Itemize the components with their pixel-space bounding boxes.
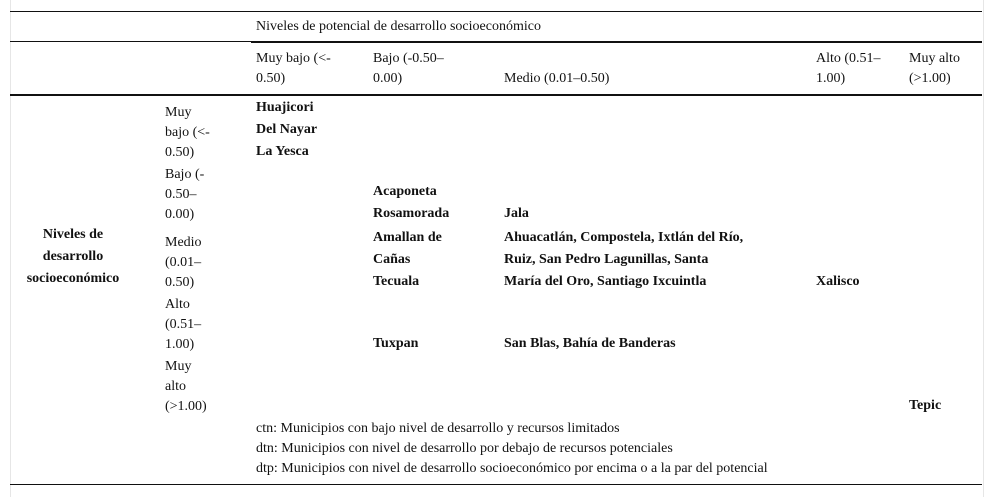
col-header-muy-bajo-2: 0.50) [256,71,286,86]
cell-rosamorada: Rosamorada [373,206,450,221]
header-top: Niveles de potencial de desarrollo socioeconómico [256,19,541,34]
row-label-alto-1: Alto [165,297,190,312]
row-label-muy-bajo-3: 0.50) [165,145,195,160]
row-label-medio-3: 0.50) [165,275,195,290]
cell-huajicori: Huajicori [256,100,314,115]
header-rule [10,41,982,42]
row-label-alto-2: (0.51– [165,317,202,332]
col-header-bajo-2: 0.00) [373,71,403,86]
cell-xalisco: Xalisco [816,274,860,289]
col-header-medio: Medio (0.01–0.50) [504,71,610,86]
col-header-muy-bajo-1: Muy bajo (<- [256,51,331,66]
row-label-muy-alto-3: (>1.00) [165,399,207,414]
row-group-label-3: socioeconómico [26,271,120,286]
row-label-muy-bajo-1: Muy [165,105,192,120]
row-label-medio-1: Medio [165,235,202,250]
row-label-muy-alto-2: alto [165,379,186,394]
row-label-bajo-2: 0.50– [165,187,197,202]
cell-tecuala: Tecuala [373,274,420,289]
row-label-muy-bajo-2: bajo (<- [165,125,210,140]
row-label-bajo-3: 0.00) [165,207,195,222]
cell-acaponeta: Acaponeta [373,184,437,199]
col-header-bajo-1: Bajo (-0.50– [373,51,444,66]
row-label-muy-alto-1: Muy [165,359,192,374]
cell-del-nayar: Del Nayar [256,122,318,137]
header-bottom-rule [10,94,982,96]
col-header-muy-alto-2: (>1.00) [909,71,951,86]
row-group-label-2: desarrollo [42,249,104,264]
table-bottom-rule [10,484,982,485]
cell-tuxpan: Tuxpan [373,336,419,351]
cell-tepic: Tepic [909,398,942,413]
table-top-rule [10,11,982,12]
row-group-label-1: Niveles de [42,227,104,242]
cell-medio-list-2: Ruiz, San Pedro Lagunillas, Santa [504,252,709,267]
col-header-alto-1: Alto (0.51– [816,51,881,66]
row-label-bajo-1: Bajo (- [165,167,205,182]
note-dtp: dtp: Municipios con nivel de desarrollo socioeconómico por encima o a la par del potencial [256,461,768,476]
note-dtn: dtn: Municipios con nivel de desarrollo por debajo de recursos potenciales [256,441,673,456]
row-label-alto-3: 1.00) [165,337,195,352]
note-ctn: ctn: Municipios con bajo nivel de desarrollo y recursos limitados [256,421,620,436]
row-label-medio-2: (0.01– [165,255,202,270]
cell-medio-list-3: María del Oro, Santiago Ixcuintla [504,274,707,289]
col-header-muy-alto-1: Muy alto [909,51,960,66]
cell-medio-list-1: Ahuacatlán, Compostela, Ixtlán del Río, [504,230,744,245]
cell-la-yesca: La Yesca [256,144,309,159]
col-header-alto-2: 1.00) [816,71,846,86]
cell-amallan-1: Amallan de [373,230,442,245]
cell-san-blas: San Blas, Bahía de Banderas [504,336,676,351]
cell-jala: Jala [504,206,529,221]
cell-amallan-2: Cañas [373,252,411,267]
